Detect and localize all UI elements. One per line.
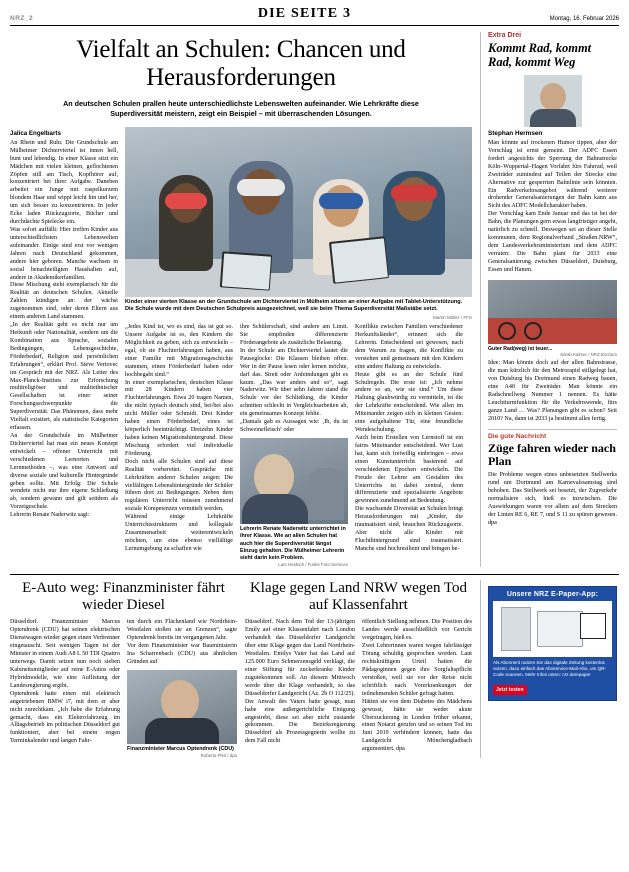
- publication-logo: NRZ_2: [10, 15, 34, 22]
- teacher-photo: [240, 438, 348, 524]
- ad-column: [480, 580, 617, 758]
- extra-drei-column: [480, 32, 617, 567]
- bike-photo-caption: Guter Rad(weg) ist teuer...: [488, 345, 553, 352]
- portrait-head: [540, 83, 566, 111]
- lead-article: [10, 32, 472, 567]
- ad-title: Unsere NRZ E-Paper-App:: [506, 591, 599, 599]
- lead-photo: [125, 127, 472, 297]
- paragraph: „In der Realität geht es nicht nur um Herkunft oder Nationalität, sondern um die Kombination aus Sprache, sozialen Bedingungen, Lebensgeschichte, Förderbedarf, Religion und persönlichen Erfahrungen“, erklärt Prof. Steve Vertovec im Gespräch mit der NRZ. Als Leiter des Max-Planck-Instituts zur Erforschung multireligiöser und multiethnischer Gesellschaften ist einer seiner Forschungsschwerpunkte die Superdiversität. Das Phänomen, dass mehr Vielfalt existiert, als statistische Kategorien erfassen.: [10, 322, 118, 432]
- bottom-section: [10, 574, 619, 758]
- article-column-2: [125, 324, 233, 567]
- paragraph: Vor dem Finanzminister war Bauministerin Ina Scharrenbach (CDU) aus ähnlichen Gründen auf: [127, 643, 237, 666]
- paragraph: Konflikte zwischen Familien verschiedener Herkunftsländer“, erinnert sich die Lehrerin. Entscheidend sei gewesen, nach dem Warum zu fragen, die Konflikte zu verstehen und gemeinsam mit den Kindern eine andere Haltung zu entwickeln.: [355, 324, 463, 370]
- epaper-ad[interactable]: [488, 586, 617, 701]
- rail-paragraph: Der Vorschlag kam Ende Januar und das ist bei der Bahn, die Planungen gern etwas langfristiger angeht, natürlich zu schnell. Deswegen sei an dieser Stelle kommunen, dem Regionalverband „Straßen.NRW“, dem Landesverkehrsministerium und dem ADFC verraten: Die Bahn plant für 2033 eine Generalsanierung zwischen Düsseldorf, Duisburg, Essen und Hamm.: [488, 211, 617, 273]
- bike-path-photo: [488, 280, 617, 344]
- newspaper-mock: [537, 611, 583, 647]
- columnist-portrait: [524, 75, 582, 127]
- paragraph: Lehrerin Renate Naderwitz sagt:: [10, 512, 90, 519]
- minister-photo-caption: Finanzminister Marcus Optendrenk (CDU): [127, 745, 234, 752]
- teacher-body: [242, 494, 308, 524]
- e-auto-column-2: [127, 619, 237, 758]
- publication-date: Montag, 16. Februar 2026: [549, 16, 619, 22]
- paragraph: Diese Mischung steht exemplarisch für die Realität an deutschen Schulen. Aktuelle Zahlen kündigen an: der wächst zugenommen sind, oder deren Eltern aus einem anderen Land stammen.: [10, 282, 118, 321]
- paragraph: In einer exemplarischen, deutschen Klasse mit 28 Kindern haben vier Fluchterfahrungen. Etwa 20 tragen Namen, die nicht typisch deutsch sind, bei/bei also nicht Müller oder Schmidt. Drei Kinder haben einen Förderbedarf, eines ist körperlich beeinträchtigt. Dreizehn Kinder haben keinen Migrationshintergrund. Diese Mischung erfordert viel individuelle Förderung.: [125, 379, 233, 457]
- paragraph: In der Schule am Dichterviertel lautet die Pauseglocke: Die Klassen bleiben offen. Wer in der Pause lesen oder lernen möchte, darf das. Streit oder Anfeindungen gibt es kaum. „Das war anders und so“, sagt Naderwitz. Wir über sehn Jahren stand die Schule vor der Schließung, die Kinder schnitten schlecht in Vergleichsarbeiten ab, ein gemeinsames Konzept fehlte.: [240, 347, 348, 418]
- photo-headphones-4: [391, 185, 437, 201]
- tablet-mock: [501, 607, 531, 651]
- masthead: [10, 6, 619, 26]
- rail-kicker: Extra Drei: [488, 32, 522, 39]
- paragraph: ihre Schülerschaft, sind andere am Limit. Sie empfinden differenzierte Förderangebote als zusätzliche Belastung.: [240, 324, 348, 346]
- minister-photo-credit: Roberto Pfeil / dpa: [200, 753, 237, 758]
- paragraph: Was sofort auffällt: Hier treffen Kinder aus unterschiedlichsten Lebenswelten aufeinander. Einige sind erst vor wenigen Jahren nach Deutschland gekommen, andere hier geboren. Manche wachsen in sozial benachteiligten Haushalten auf, andere in Akademikerfamilien.: [10, 227, 118, 281]
- article-e-auto: [10, 580, 237, 758]
- article-column-4: [355, 324, 463, 567]
- paragraph: öffentlich Stellung nehmen. Die Position des Landes werde ausschließlich vor Gericht vorgetragen, hieß es.: [362, 619, 472, 642]
- paragraph: Zwei Lehrerinnen waren wegen fahrlässiger Tötung schuldig gesprochen worden. Laut rechtskräftigem Urteil hatten die Pädagoginnen gegen ihre Sorgfaltspflicht verstoßen, weil sie vor der Reise nicht schriftlich nach Vorerkrankungen der teilnehmenden Schüler gefragt hatten.: [362, 643, 472, 697]
- paragraph: Der Anwalt des Vaters hatte gesagt, man habe eine außergerichtliche Einigung angestrebt, diese sei aber nicht zustande gekommen. Die Bezirksregierung Düsseldorf als Prozessgegnerin wollte zu dem Fall nicht: [245, 698, 355, 745]
- minister-body: [145, 718, 219, 744]
- photo-headphones-1: [165, 193, 207, 209]
- tablet-device: [329, 236, 389, 284]
- rail-title: Kommt Rad, kommt Rad, kommt Weg: [488, 41, 592, 69]
- bike-photo-credit: Sarah Kalmer / NRZ Bochum: [560, 352, 617, 358]
- teacher-photo-credit: Lars Heidrich / Funke Foto Services: [278, 562, 348, 568]
- pupil-silhouette: [308, 468, 344, 520]
- lead-photo-block: [125, 127, 472, 320]
- good-news-kicker: Die gute Nachricht: [488, 429, 617, 440]
- paragraph: An Rhein und Ruhr. Die Grundschule am Mülheimer Dichterviertel ist innen hell, bunt und lebendig. In einer Klasse sitzt ein Mädchen mit vielen kleinen, geflochtenen Zöpfen still am Tisch, Kopfhörer auf, konzentriert bei ihrer Aufgabe. Daneben arbeitet ein Junge mit raspelkurzem blondem Haar und wippt leicht hin und her, um sich besser zu konzentrieren. In jeder Ecke laden Rückzugsorte, Bücher und durchdachte Spielecke ein.: [10, 139, 118, 226]
- rail-paragraph: Man könnte auf trockenen Humor tippen, aber der Vorschlag ist ernst gemeint. Der ADFC Essen fordert angesichts der Sperrung der Bahnstrecke Köln–Wuppertal–Hagen Vorfahrt fürs Fahrrad, weil Zweiräder zumindest auf Teilen der Strecke eine Alternative zur gesperrten Bahnlinie sein könnten. Ein Radverkehrsangebot während weiterer drohender Generalsanierungen der Bahn kann aus Sicht des ADFC Modellcharakter haben.: [488, 140, 617, 210]
- paragraph: Heute gibt es an der Schule fünf Schulregeln. Die erste ist: „Ich nehme andere so an, wie sie sind.“ Um diese Haltung glaubwürdig zu vermitteln, ist die der Lehrkräfte entscheidend. Wie allen im Miteinander zeigen sich in kleinen Gesten: eine aufgehaltene Tür, eine freundliche Wendeschulung.: [355, 371, 463, 434]
- tablet-device: [220, 251, 272, 290]
- paragraph: An der Grundschule im Mülheimer Dichterviertel hat man ein neues Konzept entwickelt – offener Unterricht mit verschiedenen Lernorten und Lernmethoden –, was eine Antwort auf diverse soziale und kulturelle Hintergründe geben sollte. Mit Erfolg: Die Schule wendete nicht nur ihre eigene Schließung ab, sondern gewann und gilt seitdem als Vorzeigeschule.: [10, 432, 118, 511]
- paragraph: „Jedes Kind ist, wo es sind, das ist gut so. Unsere Aufgabe ist es, den Kindern die Möglichkeit zu geben, sich zu entwickeln – egal, ob sie Fluchterfahrungen haben, aus einer Familie mit Migrationsgeschichte stammen, einen Förderbedarf haben oder hochbegabt sind.“: [125, 324, 233, 378]
- portrait-body: [530, 109, 576, 127]
- qr-code-icon: [580, 613, 606, 639]
- e-auto-headline: E-Auto weg: Finanzminister fährt wieder Diesel: [22, 580, 225, 613]
- e-auto-column-1: [10, 619, 120, 758]
- article-right-block: [125, 127, 472, 568]
- paragraph: Auch beim Erstellen von Lernstoff ist ein faires Miteinander entscheidend. Wer Lust hat, kann sich freiwillig einbringen – etwa einen Kunstunterricht basierend auf verschiedenen Epochen entwickeln. Die Freude der Lehrer am Gestalten des Unterrichts ist dabei zentral, denn differenzierte und spezialisierte Angebote gewinnen zunehmend an Bedeutung.: [355, 434, 463, 505]
- ad-footer-text: Als Abonnent nutzen Sie das digitale Zeitung kostenlos nutzen, dazu einfach das Aboservice-Mail-Abo, um QR-Code scannen. Mehr Infos unten: nrz.de/epaper: [493, 660, 607, 678]
- rail-paragraph: Idee: Man könnte doch auf der allen Bahnstrasse, die man kürzlich für den Metrorapid stillgelegt hat, von Duisburg bis Dortmund einen Radweg bauen, eine A40 für Zweiräder. Man könnte ein Radschnellweg Nummer 1 nennen. Es hätte Leuchtturmfunktion für die Verkehrswende, fürs ganze Land … Was? Planungen gibt es schon? Seit 2010? Na, dann ist 2033 ja bestimmt alles fertig.: [488, 360, 617, 422]
- paragraph: „Damals gab es Aussagen wie: ‚Ih, du ist Schweinefleisch‘ oder: [240, 419, 348, 434]
- page-body: [10, 32, 619, 567]
- page-title: DIE SEITE 3: [257, 6, 352, 21]
- ad-illustration: [493, 601, 612, 657]
- bicycle-wheel: [498, 322, 516, 340]
- paragraph: Düsseldorf. Nach dem Tod der 13-jährigen Emily auf einer Klassenfahrt nach London verhandelt das Düsseldorfer Landgericht über eine Klage gegen das Land Nordrhein-Westfalen. Emilys Vater hat das Land auf 125.000 Euro Schmerzensgeld verklagt, die einer Stiftung für zuckerkranke Kinder zugutekommen soll. An diesem Mittwoch werde über die Klage verhandelt, so das Düsseldorfer Landgericht (Az. 2b O 112/25).: [245, 619, 355, 697]
- article-klage: [245, 580, 472, 758]
- ad-cta-button[interactable]: Jetzt testen: [493, 685, 527, 695]
- good-news-title: Züge fahren wieder nach Plan: [488, 440, 616, 468]
- paragraph: ten durch ein Flächenland wie Nordrhein-Westfalen stoßen sie an Grenzen“, sagte Optendrenk bereits im vergangenen Jahr.: [127, 619, 237, 642]
- good-news-text: Die Probleme wegen eines unbesetzten Stellwerks rund um Dortmund am Karnevalssamstag sind behoben. Das Stellwerk sei besetzt, der Zugverkehr normalisiere sich, hieß es inzwischen. Die Auswirkungen waren vor allem auf dem Strecken der Linien RE 6, RE 7, und S 11 zu spüren gewesen. dpa: [488, 472, 617, 526]
- bicycle-wheel: [524, 322, 542, 340]
- paragraph: Optendrenk hatte einen mit elektrisch angetriebenen BMW i7, mit dem er aber nicht zurechtkam. „Ich habe die Erfahrung gemacht, dass ein Elektrofahrzeug im Alltagsbetrieb im politischen Düsseldorf gut funktioniert, aber bei einem engen Terminkalender und langen Fahr-: [10, 690, 120, 745]
- article-byline: Jalica Engelbarts: [10, 129, 61, 137]
- photo-credit: Martin Möller / FFS: [432, 315, 472, 321]
- article-subhead: An deutschen Schulen prallen heute unterschiedlichste Lebenswelten aufeinander. Wie Lehrkräfte diese Superdiversität meistern, zeigt ein Beispiel – mit überraschenden Lösungen.: [63, 99, 419, 119]
- paragraph: Düsseldorf. Finanzminister Marcus Optendrenk (CDU) hat seinen elektrischen Dienstwagen wieder gegen einen Verbrenner eingetauscht. Seit wenigen Tagen ist der Minister in einem Audi A8 L 50 TDI Quattro unterwegs. Damit setzen nun noch sieben Kabinettsmitglieder auf reine E-Autos oder Hybridmodelle, wie eine Auflistung der Landesregierung ergibt.: [10, 619, 120, 689]
- paragraph: Hätten sie von dem Diabetes des Mädchens gewusst, hätte sie weder akute Überzuckerung in London früher erkannt, einen Notarzt gerufen und so seinen Tod im Juni 2019 verhindern können, hatte das Landgericht Mönchengladbach argumentiert. dpa: [362, 698, 472, 753]
- minister-head: [161, 680, 199, 722]
- klage-headline: Klage gegen Land NRW wegen Tod auf Klassenfahrt: [249, 580, 468, 613]
- article-column-3: [240, 324, 348, 567]
- paragraph: Doch nicht alle Schulen sind auf diese Realität vorbereitet. Gespräche mit Lehrkräften anderer Schulen zeigen: Die vielfältigen Lebenshintergründe der Schüler führen dort zu Bedingungen. Neben dem regulären Unterricht müssen zunehmend soziale Kompetenzen vermittelt werden.: [125, 458, 233, 513]
- article-columns: [10, 127, 472, 568]
- article-columns-continued: [125, 324, 472, 567]
- teacher-photo-caption: Lehrerin Renate Naderwitz unterrichtet in ihrer Klasse. Wie an allen Schulen hat auch hier die Superdiversität längst Einzug gehalten. Die Mülheimer Lehrerin sieht darin kein Problem.: [240, 525, 346, 562]
- photo-headphones-3: [319, 193, 363, 209]
- photo-caption: Kinder einer vierten Klasse an der Grundschule am Dichterviertel in Mülheim sitzen an einer Aufgabe mit Tablet-Unterstützung. Die Schule wurde mit dem Deutschen Schulpreis ausgezeichnet, weil sie beim Thema Superdiversität Maßstäbe setzt.: [125, 298, 463, 313]
- paragraph: Die wachsende Diversität an Schulen bringt Herausforderungen mit „Kinder, die traumatisiert sind, brauchen Rückzugsorte. Aber nicht alle Kinder mit Fluchthintergrund sind traumatisiert. Manche sind hochresilient und bringen be-: [355, 506, 463, 552]
- article-headline: Vielfalt an Schulen: Chancen und Herausforderungen: [76, 36, 406, 91]
- columnist-name: Stephan Hermsen: [488, 130, 543, 137]
- klage-column-1: [245, 619, 355, 754]
- klage-column-2: [362, 619, 472, 754]
- photo-headphones-2: [237, 179, 285, 196]
- paragraph: Während einige Lehrkräfte Unterrichtsstrukturen und kollegiale Zusammenarbeit weiterentwickeln möchten, um eine ebenso vielfältige Lernumgebung zu schaffen wie: [125, 514, 233, 552]
- minister-photo: [127, 670, 237, 744]
- article-column-1: [10, 127, 118, 568]
